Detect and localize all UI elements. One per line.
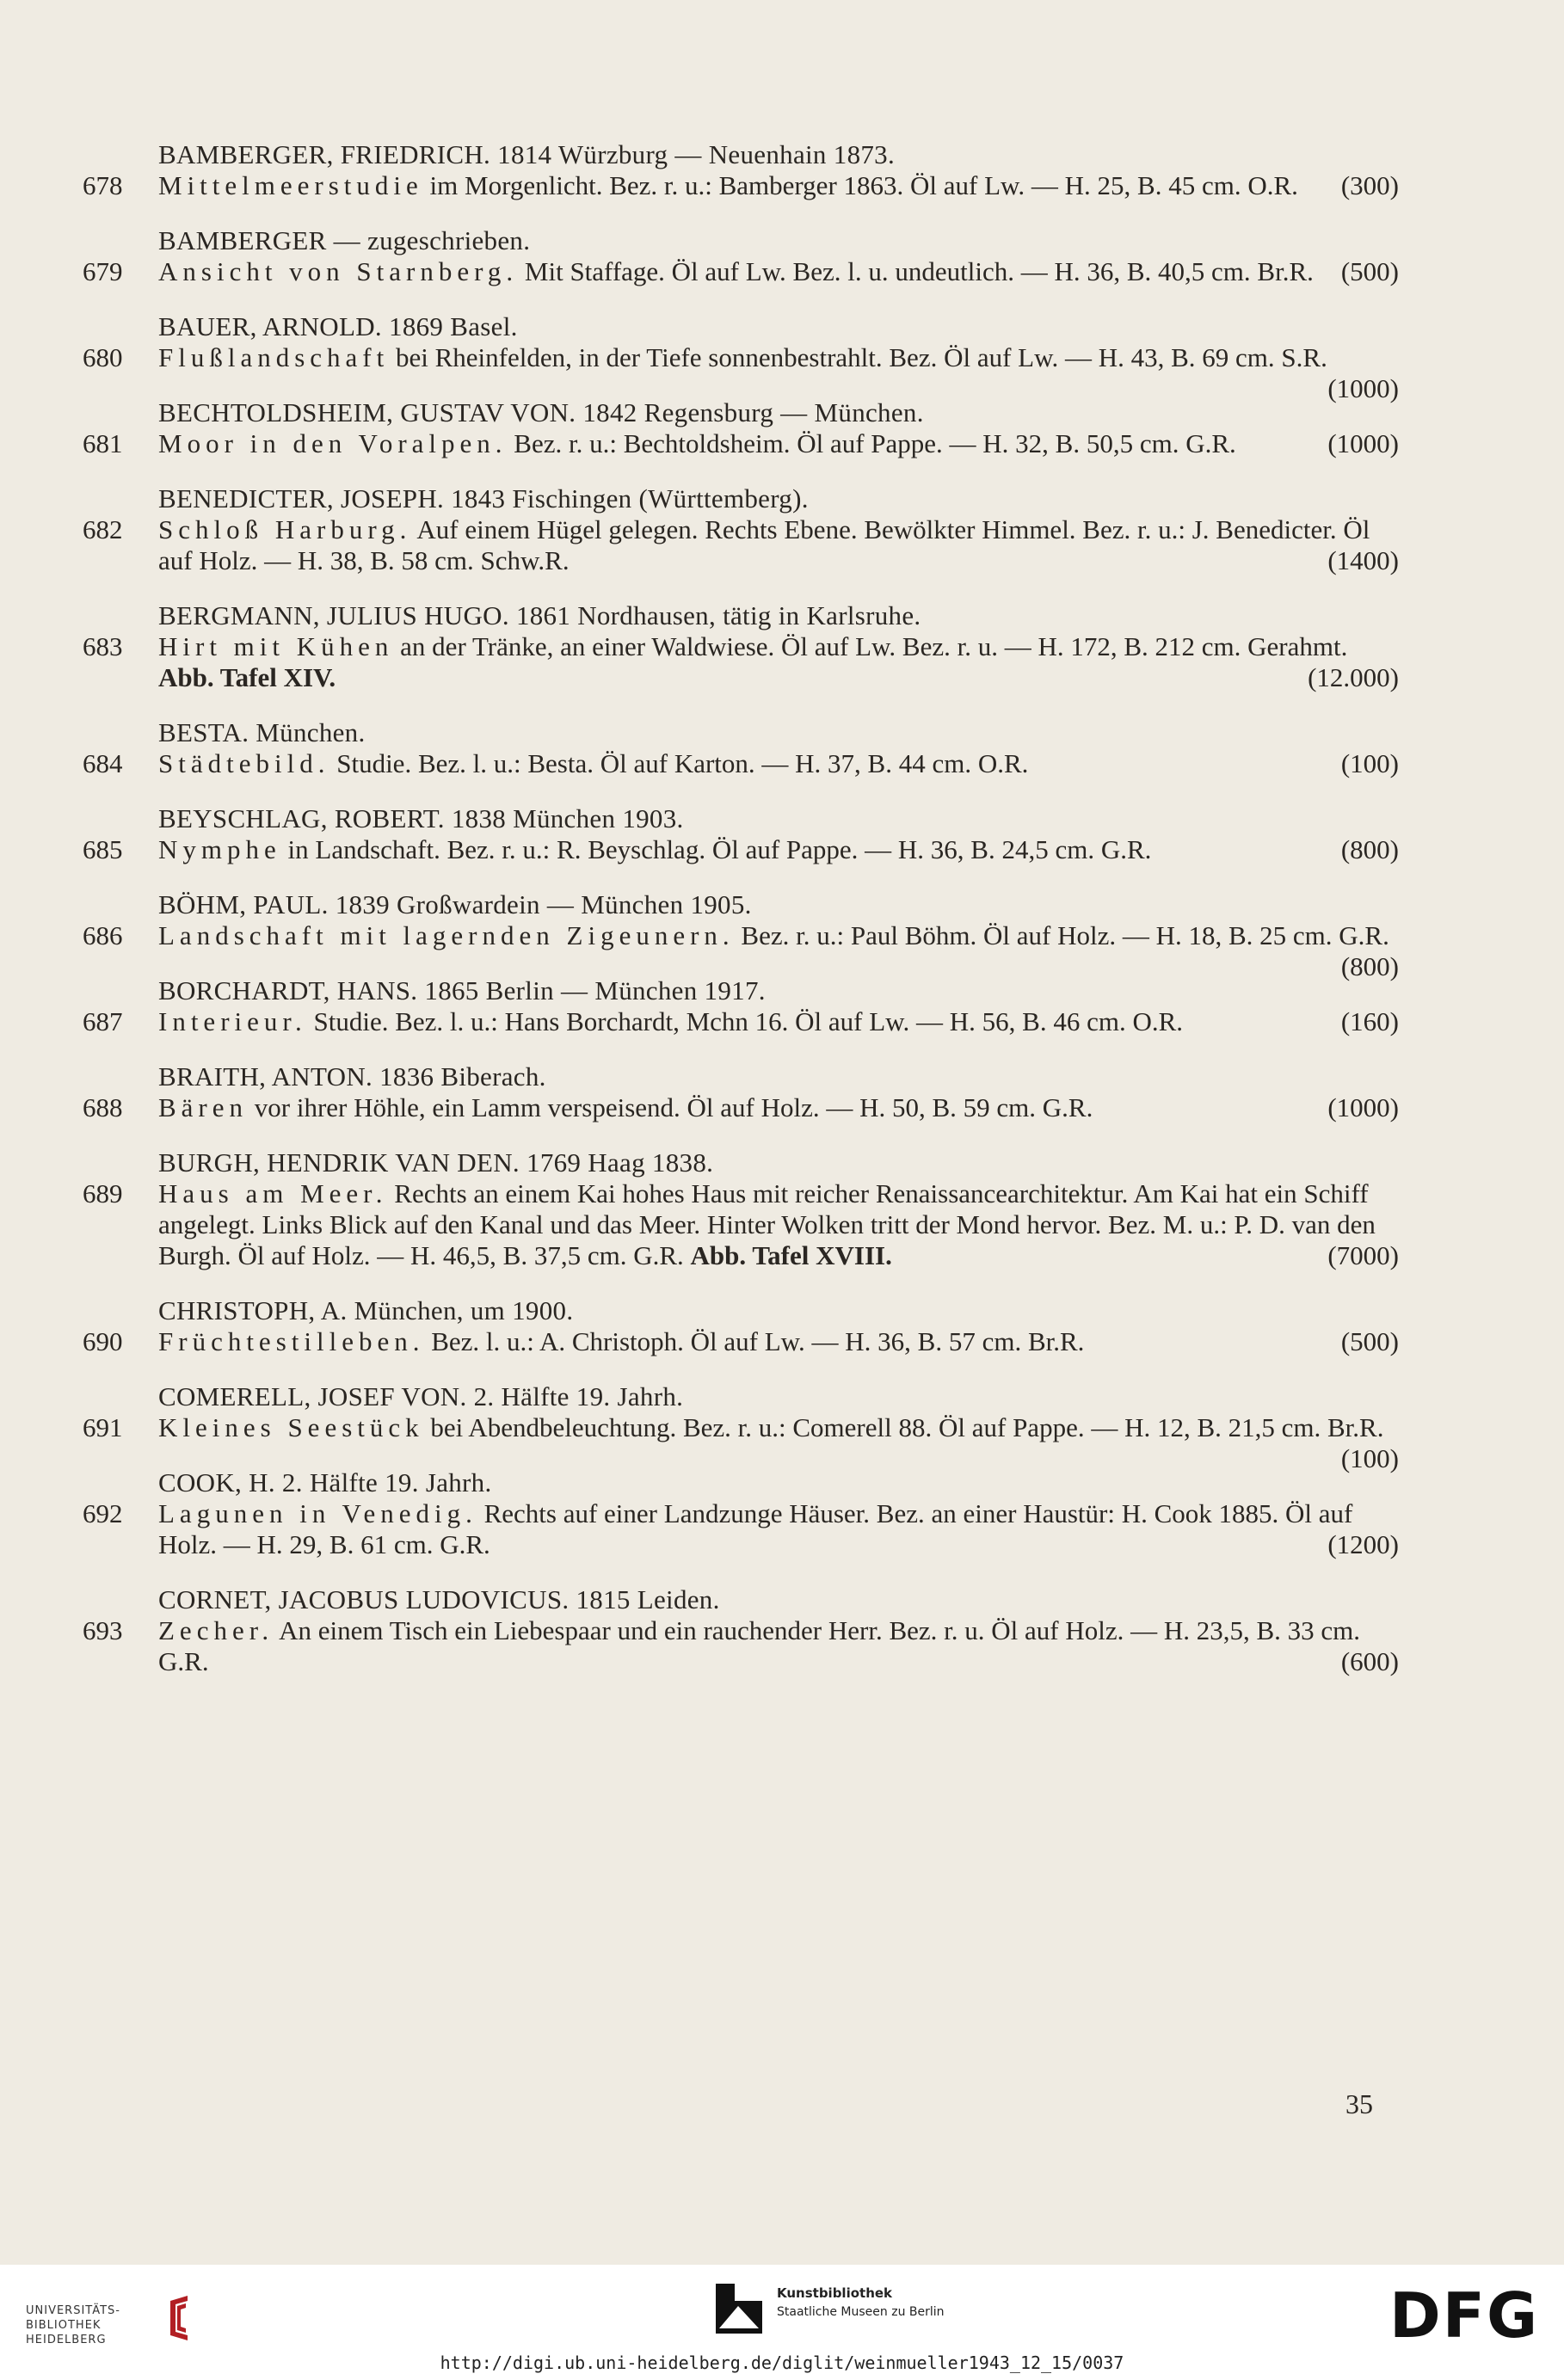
lot-price: (1000) [1327,1092,1399,1122]
catalog-entry [83,975,1399,1037]
artist-heading: COMERELL, JOSEF VON. 2. Hälfte 19. Jahrh. [158,1381,684,1411]
lot-title: Interieur. [158,1006,307,1036]
lot-number: 684 [83,748,123,778]
lot-number: 686 [83,920,123,950]
lot-item [83,1178,1399,1271]
lot-details: Rechts an einem Kai hohes Haus mit reicher Renaissancearchitektur. Am Kai hat ein Schiff angelegt. Links Blick auf den Kanal und das Meer. Hinter Wolken tritt der Mond hervor. Bez. M. u.: P. D. van den Burgh. Öl auf Holz. — H. 46,5, B. 37,5 cm. G.R. [158,1178,1376,1270]
lot-item [83,1615,1399,1677]
page-number: 35 [1345,2088,1373,2119]
lot-details: in Landschaft. Bez. r. u.: R. Beyschlag. Öl auf Pappe. — H. 36, B. 24,5 cm. G.R. [280,834,1152,864]
lot-number: 680 [83,342,123,372]
lot-price: (500) [1340,1326,1399,1356]
lot-description [158,1092,1399,1123]
source-url[interactable]: http://digi.ub.uni-heidelberg.de/diglit/weinmueller1943_12_15/0037 [440,2352,1124,2373]
lot-title: Städtebild. [158,748,330,778]
lot-title: Flußlandschaft [158,342,390,372]
lot-item [83,1498,1399,1560]
lot-details: Studie. Bez. l. u.: Besta. Öl auf Karton. — H. 37, B. 44 cm. O.R. [329,748,1029,778]
lot-item [83,428,1399,459]
lot-details: bei Abendbeleuchtung. Bez. r. u.: Comerell 88. Öl auf Pappe. — H. 12, B. 21,5 cm. Br.R. [423,1412,1384,1442]
lot-details: Studie. Bez. l. u.: Hans Borchardt, Mchn 16. Öl auf Lw. — H. 56, B. 46 cm. O.R. [306,1006,1184,1036]
uni-line-2: BIBLIOTHEK [26,2319,102,2332]
lot-title: Moor in den Voralpen. [158,428,508,458]
lot-price: (1400) [1327,545,1399,575]
lot-description [158,1615,1399,1677]
catalog-entry [83,717,1399,779]
artist-heading: BURGH, HENDRIK VAN DEN. 1769 Haag 1838. [158,1147,714,1178]
lot-details: bei Rheinfelden, in der Tiefe sonnenbestrahlt. Bez. Öl auf Lw. — H. 43, B. 69 cm. S.R. [389,342,1327,372]
lot-item [83,834,1399,865]
lot-description [158,920,1399,981]
lot-number: 687 [83,1006,123,1036]
lot-title: Ansicht von Starnberg. [158,256,519,286]
lot-title: Bären [158,1092,249,1122]
lot-title: Lagunen in Venedig. [158,1498,477,1528]
catalog-entry [83,803,1399,865]
lot-item [83,1092,1399,1123]
artist-heading: BAUER, ARNOLD. 1869 Basel. [158,311,518,341]
catalog-entry [83,311,1399,403]
catalog-entry [83,1381,1399,1473]
lot-price: (7000) [1327,1240,1399,1270]
lot-item [83,342,1399,403]
lot-item [83,514,1399,576]
lot-item [83,256,1399,287]
artist-heading: BAMBERGER, FRIEDRICH. 1814 Würzburg — Neuenhain 1873. [158,139,896,169]
plate-reference: Abb. Tafel XIV. [158,662,336,692]
lot-details: An einem Tisch ein Liebespaar und ein rauchender Herr. Bez. r. u. Öl auf Holz. — H. 23,5, B. 33 cm. G.R. [158,1615,1361,1676]
lot-price: (12.000) [1308,662,1399,692]
lot-number: 683 [83,631,123,661]
lot-item [83,631,1399,693]
lot-title: Hirt mit Kühen [158,631,394,661]
lot-title: Früchtestilleben. [158,1326,425,1356]
dfg-logo: DFG [1389,2279,1540,2352]
kb-title: Kunstbibliothek [777,2285,893,2301]
entry-list [83,139,1399,1701]
lot-price: (800) [1340,834,1399,864]
lot-price: (1000) [1327,428,1399,458]
lot-description [158,631,1399,693]
lot-details: Mit Staffage. Öl auf Lw. Bez. l. u. undeutlich. — H. 36, B. 40,5 cm. Br.R. [518,256,1314,286]
artist-heading: BERGMANN, JULIUS HUGO. 1861 Nordhausen, tätig in Karlsruhe. [158,600,921,630]
artist-heading: BESTA. München. [158,717,366,747]
lot-title: Schloß Harburg. [158,514,412,544]
artist-heading: BEYSCHLAG, ROBERT. 1838 München 1903. [158,803,684,833]
lot-number: 678 [83,170,123,200]
lot-number: 692 [83,1498,123,1528]
catalog-entry [83,1295,1399,1357]
lot-number: 679 [83,256,123,286]
lot-price: (1000) [1327,373,1399,403]
artist-heading: COOK, H. 2. Hälfte 19. Jahrh. [158,1467,492,1497]
library-emblem-icon [170,2296,188,2340]
lot-details: im Morgenlicht. Bez. r. u.: Bamberger 1863. Öl auf Lw. — H. 25, B. 45 cm. O.R. [422,170,1298,200]
lot-item [83,1412,1399,1473]
lot-price: (500) [1340,256,1399,286]
lot-description [158,514,1399,576]
lot-title: Mittelmeerstudie [158,170,423,200]
lot-number: 693 [83,1615,123,1645]
lot-details: Auf einem Hügel gelegen. Rechts Ebene. Bewölkter Himmel. Bez. r. u.: J. Benedicter. Öl auf Holz. — H. 38, B. 58 cm. Schw.R. [158,514,1370,575]
lot-price: (100) [1340,748,1399,778]
catalog-entry [83,139,1399,201]
lot-price: (600) [1340,1646,1399,1676]
lot-details: Rechts auf einer Landzunge Häuser. Bez. an einer Haustür: H. Cook 1885. Öl auf Holz. — H. 29, B. 61 cm. G.R. [158,1498,1353,1559]
lot-number: 688 [83,1092,123,1122]
lot-details: Bez. r. u.: Paul Böhm. Öl auf Holz. — H. 18, B. 25 cm. G.R. [734,920,1389,950]
lot-details: Bez. l. u.: A. Christoph. Öl auf Lw. — H. 36, B. 57 cm. Br.R. [424,1326,1085,1356]
artist-heading: CORNET, JACOBUS LUDOVICUS. 1815 Leiden. [158,1584,720,1614]
lot-title: Landschaft mit lagernden Zigeunern. [158,920,735,950]
lot-price: (800) [1340,951,1399,981]
lot-description [158,342,1399,403]
lot-number: 681 [83,428,123,458]
lot-number: 685 [83,834,123,864]
catalog-entry [83,1061,1399,1123]
catalog-entry [83,1467,1399,1560]
lot-description [158,1006,1399,1037]
lot-description [158,256,1399,287]
lot-price: (1200) [1327,1529,1399,1559]
lot-number: 690 [83,1326,123,1356]
lot-title: Kleines Seestück [158,1412,424,1442]
kb-subtitle: Staatliche Museen zu Berlin [777,2305,945,2319]
lot-description [158,1412,1399,1473]
lot-item [83,170,1399,201]
lot-number: 689 [83,1178,123,1208]
artist-heading: BRAITH, ANTON. 1836 Biberach. [158,1061,546,1092]
catalog-entry [83,225,1399,287]
lot-description [158,834,1399,865]
lot-details: vor ihrer Höhle, ein Lamm verspeisend. Öl auf Holz. — H. 50, B. 59 cm. G.R. [248,1092,1093,1122]
catalog-entry [83,889,1399,981]
lot-item [83,1006,1399,1037]
lot-title: Nymphe [158,834,281,864]
uni-line-1: UNIVERSITÄTS- [26,2304,120,2317]
lot-description [158,1326,1399,1357]
artist-heading: BÖHM, PAUL. 1839 Großwardein — München 1905. [158,889,752,919]
lot-price: (100) [1340,1443,1399,1473]
artist-heading: BENEDICTER, JOSEPH. 1843 Fischingen (Württemberg). [158,483,809,514]
plate-reference: Abb. Tafel XVIII. [690,1240,892,1270]
lot-price: (300) [1340,170,1399,200]
lot-description [158,1498,1399,1560]
lot-title: Haus am Meer. [158,1178,388,1208]
lot-item [83,920,1399,981]
lot-details: Bez. r. u.: Bechtoldsheim. Öl auf Pappe. — H. 32, B. 50,5 cm. G.R. [507,428,1236,458]
lot-details: an der Tränke, an einer Waldwiese. Öl auf Lw. Bez. r. u. — H. 172, B. 212 cm. Gerahmt. [393,631,1348,661]
lot-number: 691 [83,1412,123,1442]
lot-description [158,428,1399,459]
catalog-entry [83,600,1399,693]
kunstbibliothek-logo-icon [716,2284,762,2334]
artist-heading: BAMBERGER — zugeschrieben. [158,225,531,255]
lot-title: Zecher. [158,1615,274,1645]
lot-description [158,748,1399,779]
artist-heading: CHRISTOPH, A. München, um 1900. [158,1295,574,1325]
catalog-entry [83,397,1399,459]
lot-number: 682 [83,514,123,544]
catalog-entry [83,1147,1399,1271]
lot-price: (160) [1340,1006,1399,1036]
artist-heading: BECHTOLDSHEIM, GUSTAV VON. 1842 Regensburg — München. [158,397,924,427]
lot-description [158,170,1399,201]
uni-line-3: HEIDELBERG [26,2334,107,2346]
lot-item [83,1326,1399,1357]
catalog-entry [83,483,1399,576]
artist-heading: BORCHARDT, HANS. 1865 Berlin — München 1917. [158,975,766,1006]
lot-item [83,748,1399,779]
catalog-entry [83,1584,1399,1677]
lot-description [158,1178,1399,1271]
